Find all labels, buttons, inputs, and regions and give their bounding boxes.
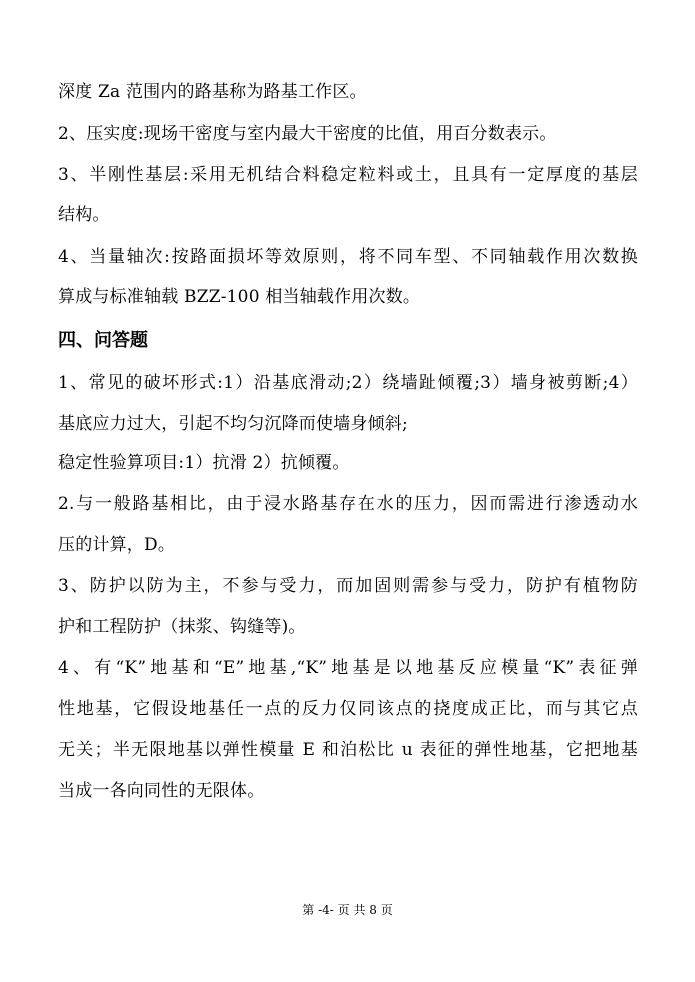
text-line: 当成一各向同性的无限体。 — [58, 781, 265, 801]
text-line: 无关；半无限地基以弹性模量 E 和泊松比 u 表征的弹性地基，它把地基 — [58, 740, 638, 760]
text-line: 基底应力过大，引起不均匀沉降而使墙身倾斜; — [58, 414, 408, 434]
text-line: 3、半刚性基层:采用无机结合料稳定粒料或土，且具有一定厚度的基层 — [58, 165, 638, 185]
page-number-footer: 第 -4- 页 共 8 页 — [302, 903, 393, 917]
section-heading: 四、问答题 — [58, 330, 148, 351]
text-line: 稳定性验算项目:1）抗滑 2）抗倾覆。 — [58, 453, 350, 473]
text-line: 结构。 — [58, 205, 110, 225]
text-line: 算成与标准轴载 BZZ-100 相当轴载作用次数。 — [58, 287, 421, 307]
text-line: 深度 Za 范围内的路基称为路基工作区。 — [58, 82, 367, 102]
text-line: 2、压实度:现场干密度与室内最大干密度的比值，用百分数表示。 — [58, 124, 557, 144]
text-line: 2.与一般路基相比，由于浸水路基存在水的压力，因而需进行渗透动水 — [58, 494, 638, 514]
text-line: 性地基，它假设地基任一点的反力仅同该点的挠度成正比，而与其它点 — [58, 699, 638, 719]
text-line: 1、常见的破坏形式:1）沿基底滑动;2）绕墙趾倾覆;3）墙身被剪断;4） — [58, 373, 638, 393]
text-line: 4、当量轴次:按路面损坏等效原则，将不同车型、不同轴载作用次数换 — [58, 247, 638, 267]
text-line: 护和工程防护（抹浆、钩缝等)。 — [58, 617, 306, 637]
text-line: 4、有“K”地基和“E”地基,“K”地基是以地基反应模量“K”表征弹 — [58, 658, 638, 678]
text-line: 压的计算，D。 — [58, 535, 176, 555]
text-line: 3、防护以防为主，不参与受力，而加固则需参与受力，防护有植物防 — [58, 576, 638, 596]
